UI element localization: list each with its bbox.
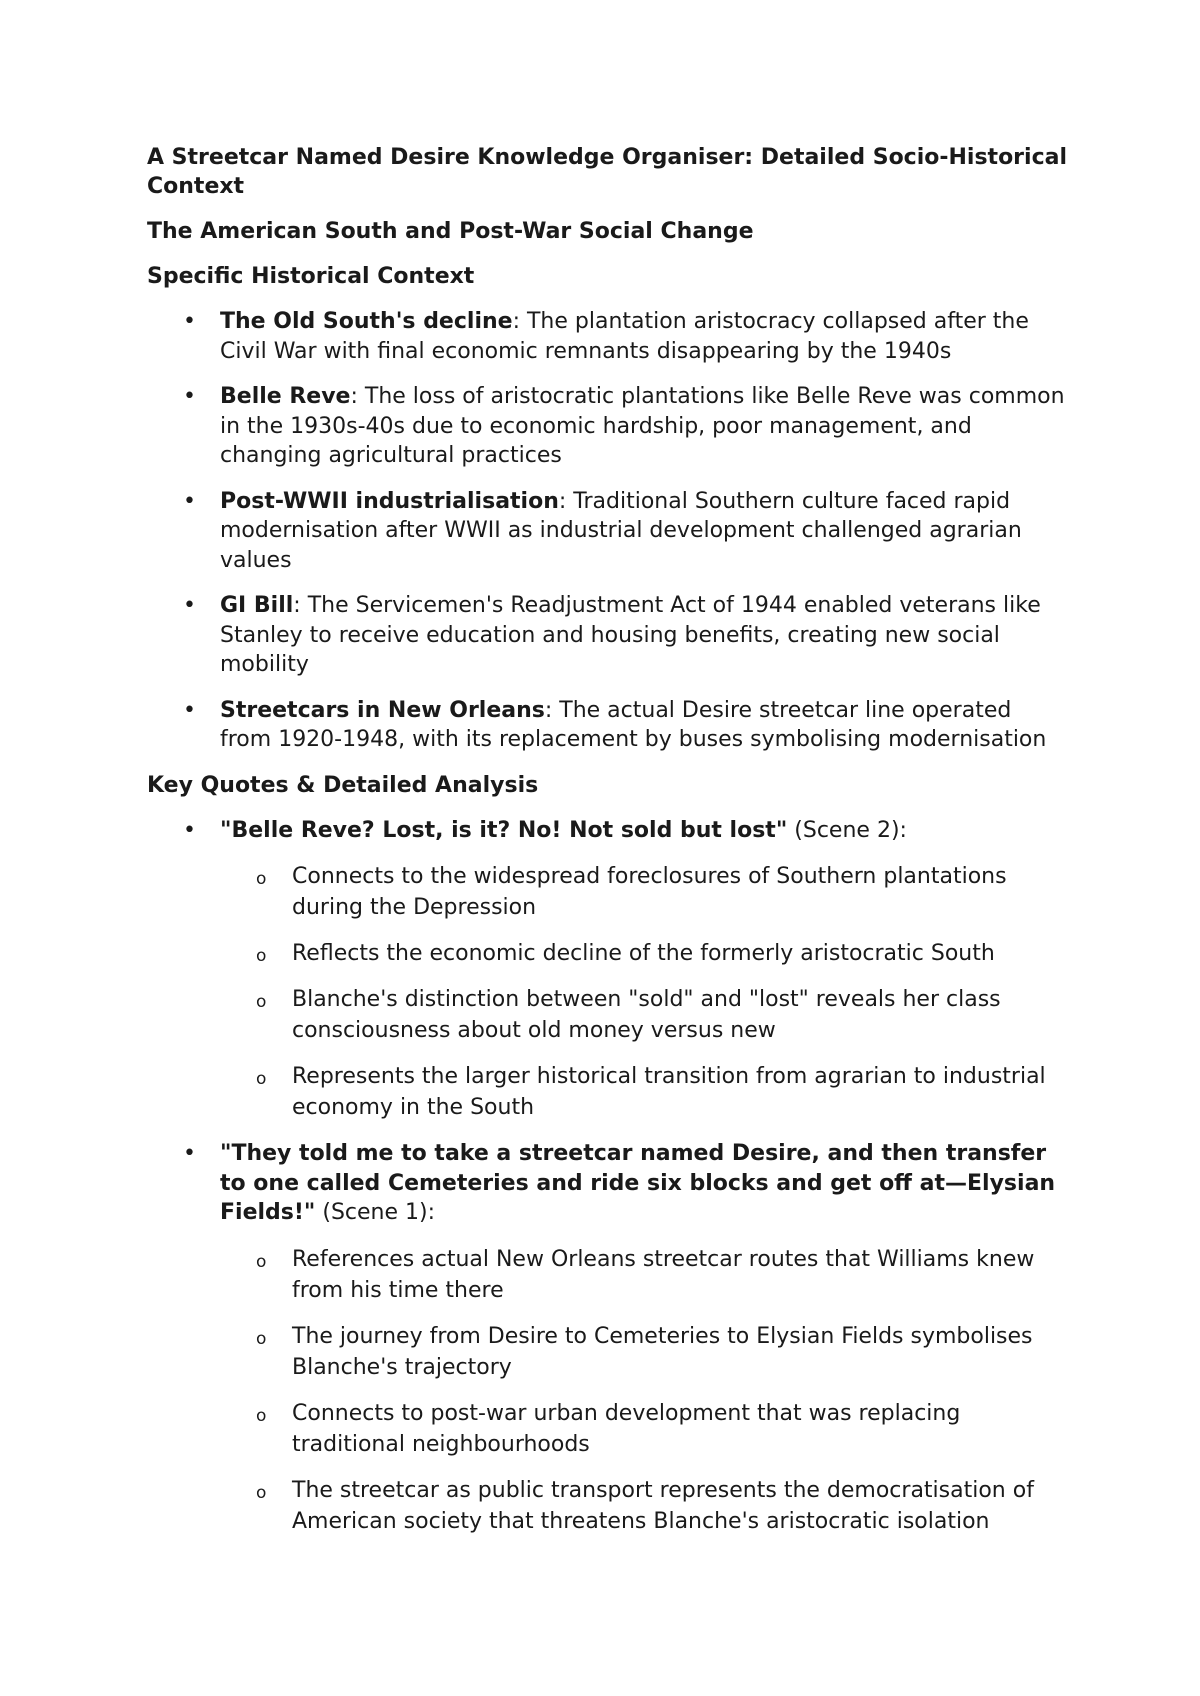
quote-item: [147, 816, 1067, 1124]
quote-text: "Belle Reve? Lost, is it? No! Not sold but lost": [220, 817, 788, 843]
bullet-icon: •: [183, 817, 196, 843]
bullet-icon: •: [183, 488, 196, 514]
analysis-text: The streetcar as public transport represents the democratisation of American society that threatens Blanche's aristocratic isolation: [292, 1477, 1034, 1534]
quote-item: [147, 1139, 1067, 1537]
bullet-icon: •: [183, 384, 196, 409]
bullet-icon: •: [183, 309, 196, 334]
sub-bullet-icon: o: [256, 1482, 267, 1503]
item-label: Belle Reve: [220, 384, 351, 409]
analysis-text: Represents the larger historical transition from agrarian to industrial economy in the South: [292, 1064, 1046, 1120]
scene-ref: (Scene 1):: [315, 1200, 436, 1225]
document-page: [147, 143, 1067, 1553]
analysis-list: [220, 1244, 1067, 1537]
bullet-icon: •: [183, 697, 196, 723]
quotes-heading: Key Quotes & Detailed Analysis: [147, 772, 539, 798]
analysis-list: [220, 861, 1067, 1123]
sub-bullet-icon: o: [256, 1328, 267, 1349]
document-title: A Streetcar Named Desire Knowledge Organiser: Detailed Socio-Historical Context: [147, 145, 1068, 199]
item-text: : The loss of aristocratic plantations like Belle Reve was common in the 1930s-40s due to economic hardship, poor management, and changing agricultural practices: [220, 384, 1065, 468]
quote-text: "They told me to take a streetcar named Desire, and then transfer to one called Cemeteries and ride six blocks and get off at—Elysian Fields!": [220, 1141, 1056, 1225]
item-label: The Old South's decline: [220, 309, 513, 334]
analysis-text: The journey from Desire to Cemeteries to Elysian Fields symbolises Blanche's trajectory: [292, 1323, 1033, 1380]
sub-bullet-icon: o: [256, 1069, 267, 1089]
analysis-point: [147, 938, 1067, 969]
analysis-text: Blanche's distinction between "sold" and "lost" reveals her class consciousness about old money versus new: [292, 987, 1001, 1043]
bullet-icon: •: [183, 1141, 196, 1166]
quotes-list: [147, 816, 1067, 1537]
scene-ref: (Scene 2):: [787, 817, 907, 843]
sub-bullet-icon: o: [256, 946, 267, 966]
sub-bullet-icon: o: [256, 992, 267, 1012]
analysis-point: [147, 1244, 1067, 1306]
list-item: [147, 591, 1067, 680]
analysis-point: [147, 1475, 1067, 1537]
item-label: GI Bill: [220, 593, 294, 618]
item-text: : The Servicemen's Readjustment Act of 1944 enabled veterans like Stanley to receive education and housing benefits, creating new social mobility: [220, 593, 1041, 677]
item-text: : Traditional Southern culture faced rapid modernisation after WWII as industrial development challenged agrarian values: [220, 488, 1022, 573]
analysis-text: Connects to post-war urban development that was replacing traditional neighbourhoods: [292, 1400, 961, 1457]
sub-bullet-icon: o: [256, 1405, 267, 1426]
list-item: [147, 307, 1067, 366]
analysis-text: Reflects the economic decline of the formerly aristocratic South: [292, 941, 995, 966]
analysis-text: References actual New Orleans streetcar routes that Williams knew from his time there: [292, 1246, 1035, 1303]
bullet-icon: •: [183, 593, 196, 618]
context-list: [147, 307, 1067, 755]
section-heading: The American South and Post-War Social Change: [147, 219, 754, 244]
sub-bullet-icon: o: [256, 869, 267, 889]
list-item: [147, 696, 1067, 755]
analysis-point: [147, 984, 1067, 1046]
sub-bullet-icon: o: [256, 1251, 267, 1272]
item-text: : The actual Desire streetcar line operated from 1920-1948, with its replacement by buses symbolising modernisation: [220, 697, 1047, 752]
list-item: [147, 382, 1067, 471]
analysis-text: Connects to the widespread foreclosures of Southern plantations during the Depression: [292, 864, 1007, 920]
analysis-point: [147, 1321, 1067, 1383]
list-item: [147, 487, 1067, 576]
analysis-point: [147, 1398, 1067, 1460]
analysis-point: [147, 861, 1067, 923]
item-text: : The plantation aristocracy collapsed after the Civil War with final economic remnants disappearing by the 1940s: [220, 309, 1029, 364]
context-heading: Specific Historical Context: [147, 264, 475, 289]
item-label: Post-WWII industrialisation: [220, 488, 559, 514]
item-label: Streetcars in New Orleans: [220, 697, 545, 723]
analysis-point: [147, 1061, 1067, 1123]
